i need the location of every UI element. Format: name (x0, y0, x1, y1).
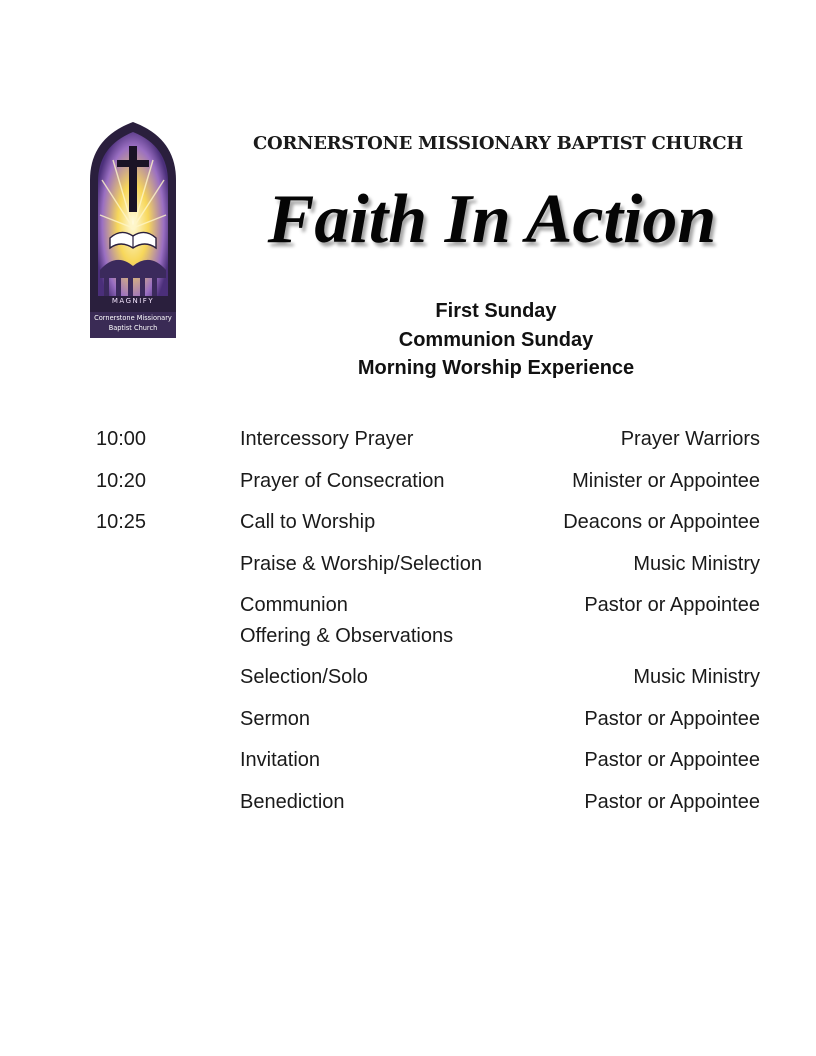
program-leader: Pastor or Appointee (584, 594, 760, 616)
program-leader: Minister or Appointee (572, 470, 760, 492)
church-name: CORNERSTONE MISSIONARY BAPTIST CHURCH (252, 133, 743, 154)
program-item: Sermon (240, 708, 311, 730)
program-leader: Deacons or Appointee (563, 511, 760, 533)
program-item: Invitation (240, 749, 321, 771)
program-leader: Music Ministry (633, 666, 760, 688)
subtitle-communion-sunday: Communion Sunday (398, 329, 594, 351)
church-logo (88, 120, 178, 338)
program-item: Praise & Worship/Selection (240, 553, 482, 575)
program-item: Selection/Solo (240, 666, 368, 688)
program-item: Communion (240, 594, 348, 616)
subtitle-first-sunday: First Sunday (435, 300, 557, 322)
subtitle-morning-worship: Morning Worship Experience (357, 357, 635, 379)
program-time: 10:20 (96, 470, 147, 492)
stained-glass-window-icon (88, 120, 178, 338)
program-item: Benediction (240, 791, 345, 813)
program-item: Call to Worship (240, 511, 376, 533)
program-leader: Prayer Warriors (620, 428, 760, 450)
logo-band-text: MAGNIFY (111, 297, 155, 305)
program-time: 10:25 (96, 511, 147, 533)
script-title: Faith In Action (267, 181, 717, 258)
program-item: Intercessory Prayer (240, 428, 414, 450)
logo-caption-line1: Cornerstone Missionary (94, 314, 172, 322)
program-leader: Pastor or Appointee (584, 708, 760, 730)
program-leader: Music Ministry (633, 553, 760, 575)
program-leader: Pastor or Appointee (584, 791, 760, 813)
logo-caption-line2: Baptist Church (108, 324, 158, 332)
program-item: Prayer of Consecration (240, 470, 445, 492)
program-item: Offering & Observations (240, 625, 454, 647)
program-time: 10:00 (96, 428, 147, 450)
program-leader: Pastor or Appointee (584, 749, 760, 771)
